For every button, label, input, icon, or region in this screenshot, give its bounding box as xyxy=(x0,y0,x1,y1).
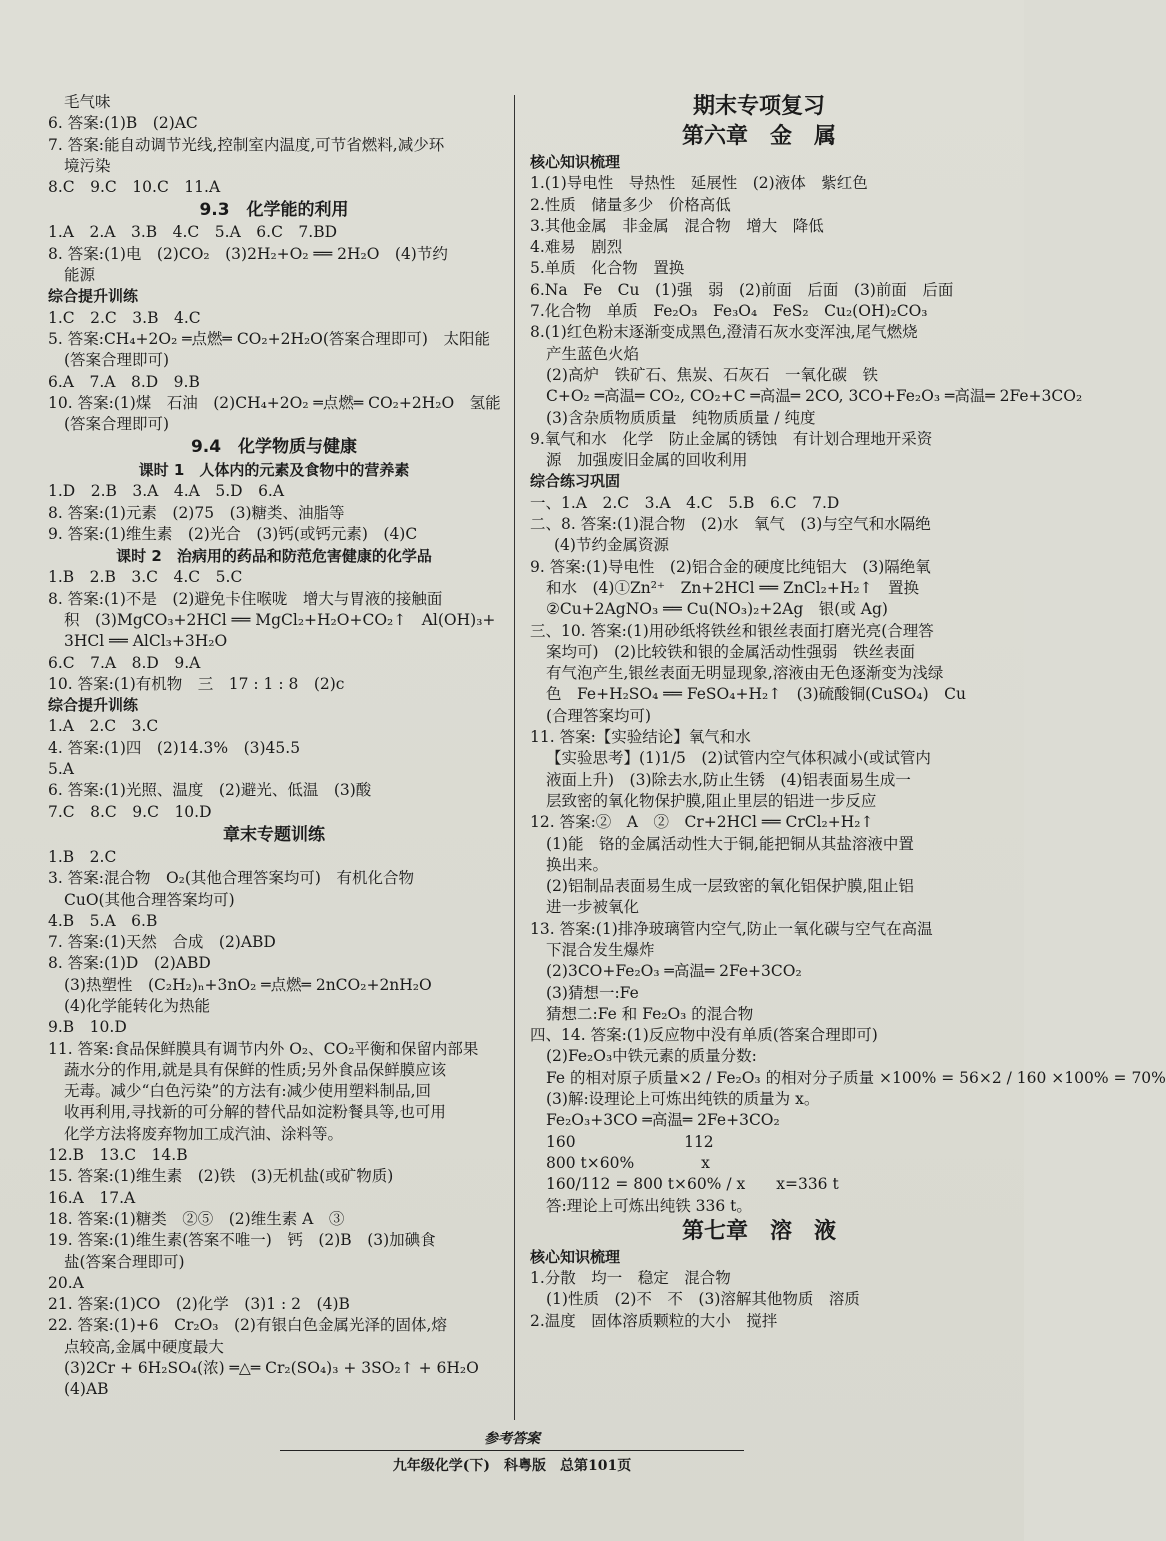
left-column-line: 18. 答案:(1)糖类 ②⑤ (2)维生素 A ③ xyxy=(48,1209,345,1228)
right-column-line: 2.温度 固体溶质颗粒的大小 搅拌 xyxy=(530,1311,778,1330)
left-column-line: 7.C 8.C 9.C 10.D xyxy=(48,802,212,821)
left-column-line: 课时 1 人体内的元素及食物中的营养素 xyxy=(138,461,410,480)
right-column-line: 2.性质 储量多少 价格高低 xyxy=(530,195,731,214)
left-column-line: 无毒。减少“白色污染”的方法有:减少使用塑料制品,回 xyxy=(64,1082,431,1101)
footer-label: 参考答案 xyxy=(484,1431,540,1447)
footer-rule xyxy=(280,1450,744,1451)
left-column-line: 5. 答案:CH₄+2O₂ ═点燃═ CO₂+2H₂O(答案合理即可) 太阳能 xyxy=(48,329,490,348)
left-column-line: 7. 答案:能自动调节光线,控制室内温度,可节省燃料,减少环 xyxy=(48,135,445,154)
right-column-line: 5.单质 化合物 置换 xyxy=(530,259,685,278)
right-column-line: 色 Fe+H₂SO₄ ══ FeSO₄+H₂↑ (3)硫酸铜(CuSO₄) Cu xyxy=(546,685,966,704)
left-column xyxy=(48,92,500,1401)
right-column-line: 6.Na Fe Cu (1)强 弱 (2)前面 后面 (3)前面 后面 xyxy=(530,280,954,299)
left-column-line: 8. 答案:(1)不是 (2)避免卡住喉咙 增大与胃液的接触面 xyxy=(48,589,443,608)
left-column-line: (答案合理即可) xyxy=(64,415,170,434)
left-column-line: 1.D 2.B 3.A 4.A 5.D 6.A xyxy=(48,482,285,501)
left-column-line: 8. 答案:(1)元素 (2)75 (3)糖类、油脂等 xyxy=(48,503,345,522)
right-column-line: 第七章 溶 液 xyxy=(681,1218,836,1244)
left-column-line: 6.C 7.A 8.D 9.A xyxy=(48,653,201,672)
right-column-line: (2)高炉 铁矿石、焦炭、石灰石 一氧化碳 铁 xyxy=(546,365,878,384)
right-column-line: Fe₂O₃+3CO ═高温═ 2Fe+3CO₂ xyxy=(546,1111,780,1130)
right-column-line: 8.(1)红色粉末逐渐变成黑色,澄清石灰水变浑浊,尾气燃烧 xyxy=(530,323,918,342)
right-column-line: C+O₂ ═高温═ CO₂, CO₂+C ═高温═ 2CO, 3CO+Fe₂O₃ ═高温═ 2Fe+3CO₂ xyxy=(546,387,1083,406)
left-column-line: 点较高,金属中硬度最大 xyxy=(64,1337,224,1356)
right-column-line: 综合练习巩固 xyxy=(530,472,621,491)
right-column-line: 层致密的氧化物保护膜,阻止里层的铝进一步反应 xyxy=(546,791,877,810)
left-column-line: 积 (3)MgCO₃+2HCl ══ MgCl₂+H₂O+CO₂↑ Al(OH)₃+ xyxy=(64,610,496,629)
right-column-line: 进一步被氧化 xyxy=(546,898,640,917)
right-column-line: 换出来。 xyxy=(546,855,609,874)
right-column-line: (1)能 铬的金属活动性大于铜,能把铜从其盐溶液中置 xyxy=(546,834,914,853)
left-column-line: 9.B 10.D xyxy=(48,1018,127,1037)
left-column-line: 11. 答案:食品保鲜膜具有调节内外 O₂、CO₂平衡和保留内部果 xyxy=(48,1039,479,1058)
left-column-line: 19. 答案:(1)维生素(答案不唯一) 钙 (2)B (3)加碘食 xyxy=(48,1231,436,1250)
left-column-line: 20.A xyxy=(48,1273,84,1292)
left-column-line: 综合提升训练 xyxy=(48,696,139,715)
left-column-line: 盐(答案合理即可) xyxy=(64,1252,185,1271)
right-column-line: (2)Fe₂O₃中铁元素的质量分数: xyxy=(546,1047,757,1066)
right-column-line: 一、1.A 2.C 3.A 4.C 5.B 6.C 7.D xyxy=(530,493,840,512)
right-column-line: ②Cu+2AgNO₃ ══ Cu(NO₃)₂+2Ag 银(或 Ag) xyxy=(546,600,888,619)
right-column-line: 有气泡产生,银丝表面无明显现象,溶液由无色逐渐变为浅绿 xyxy=(546,664,944,683)
right-column-line: (3)解:设理论上可炼出纯铁的质量为 x。 xyxy=(546,1090,820,1109)
left-column-line: 3. 答案:混合物 O₂(其他合理答案均可) 有机化合物 xyxy=(48,869,414,888)
right-column-line: 【实验思考】(1)1/5 (2)试管内空气体积减小(或试管内 xyxy=(546,749,931,768)
left-column-line: 5.A xyxy=(48,760,74,779)
left-column-line: CuO(其他合理答案均可) xyxy=(64,890,235,909)
right-column-line: (1)性质 (2)不 不 (3)溶解其他物质 溶质 xyxy=(546,1290,860,1309)
right-column-line: 核心知识梳理 xyxy=(530,1247,621,1266)
right-column-line: 核心知识梳理 xyxy=(530,153,621,171)
right-column-line: 四、14. 答案:(1)反应物中没有单质(答案合理即可) xyxy=(530,1026,878,1045)
right-column-line: 4.难易 剧烈 xyxy=(530,238,623,257)
left-column-line: 10. 答案:(1)煤 石油 (2)CH₄+2O₂ ═点燃═ CO₂+2H₂O 氢能 xyxy=(48,393,501,412)
left-column-line: 8. 答案:(1)D (2)ABD xyxy=(48,954,211,973)
right-column-line: 二、8. 答案:(1)混合物 (2)水 氧气 (3)与空气和水隔绝 xyxy=(530,515,931,534)
left-column-line: 8.C 9.C 10.C 11.A xyxy=(48,178,221,197)
right-column-line: 案均可) (2)比较铁和银的金属活动性强弱 铁丝表面 xyxy=(546,642,916,661)
left-column-line: 1.A 2.C 3.C xyxy=(48,717,159,736)
right-column-line: (2)3CO+Fe₂O₃ ═高温═ 2Fe+3CO₂ xyxy=(546,962,802,981)
right-column-line: 源 加强废旧金属的回收利用 xyxy=(546,451,748,470)
left-column-line: 毛气味 xyxy=(64,93,111,111)
left-column-line: 8. 答案:(1)电 (2)CO₂ (3)2H₂+O₂ ══ 2H₂O (4)节约 xyxy=(48,244,448,263)
left-column-line: 收再利用,寻找新的可分解的替代品如淀粉餐具等,也可用 xyxy=(64,1103,446,1122)
left-column-line: 12.B 13.C 14.B xyxy=(48,1146,188,1165)
left-column-line: 1.C 2.C 3.B 4.C xyxy=(48,308,201,327)
left-column-line: 化学方法将废弃物加工成汽油、涂料等。 xyxy=(64,1124,344,1143)
right-column-line: 9.氧气和水 化学 防止金属的锈蚀 有计划合理地开采资 xyxy=(530,429,933,448)
right-column-line: (3)猜想一:Fe xyxy=(546,983,639,1002)
right-column-line: 7.化合物 单质 Fe₂O₃ Fe₃O₄ FeS₂ Cu₂(OH)₂CO₃ xyxy=(530,302,928,321)
left-column-line: (3)热塑性 (C₂H₂)ₙ+3nO₂ ═点燃═ 2nCO₂+2nH₂O xyxy=(64,975,432,994)
right-column-line: 1.分散 均一 稳定 混合物 xyxy=(530,1269,731,1288)
right-column-line: 答:理论上可炼出纯铁 336 t。 xyxy=(546,1196,752,1215)
right-column-line: (合理答案均可) xyxy=(546,706,652,725)
left-column-line: 21. 答案:(1)CO (2)化学 (3)1 : 2 (4)B xyxy=(48,1295,350,1314)
right-column-line: Fe 的相对原子质量×2 / Fe₂O₃ 的相对分子质量 ×100% = 56×2 / 160 ×100% = 70% xyxy=(546,1068,1166,1087)
left-column-line: 课时 2 治病用的药品和防范危害健康的化学品 xyxy=(116,547,432,566)
left-column-line: 9.3 化学能的利用 xyxy=(199,200,349,221)
right-column-line: 猜想二:Fe 和 Fe₂O₃ 的混合物 xyxy=(546,1004,754,1023)
right-column-line: 下混合发生爆炸 xyxy=(546,940,655,959)
column-divider xyxy=(514,95,515,1420)
left-column-line: (4)AB xyxy=(64,1380,109,1399)
right-column-line: 期末专项复习 xyxy=(692,94,825,119)
right-column-line: 9. 答案:(1)导电性 (2)铝合金的硬度比纯铝大 (3)隔绝氧 xyxy=(530,557,931,576)
left-column-line: 9. 答案:(1)维生素 (2)光合 (3)钙(或钙元素) (4)C xyxy=(48,525,418,544)
left-column-line: (4)化学能转化为热能 xyxy=(64,996,210,1015)
left-column-line: 1.A 2.A 3.B 4.C 5.A 6.C 7.BD xyxy=(48,223,338,242)
right-column-line: 11. 答案:【实验结论】氧气和水 xyxy=(530,728,751,747)
left-column-line: 9.4 化学物质与健康 xyxy=(190,437,358,458)
left-column-line: 16.A 17.A xyxy=(48,1188,136,1207)
right-column-line: (2)铝制品表面易生成一层致密的氧化铝保护膜,阻止铝 xyxy=(546,877,914,896)
right-column xyxy=(530,92,1166,1332)
left-column-line: 3HCl ══ AlCl₃+3H₂O xyxy=(64,632,228,651)
left-column-line: 综合提升训练 xyxy=(48,287,139,306)
right-column-line: 和水 (4)①Zn²⁺ Zn+2HCl ══ ZnCl₂+H₂↑ 置换 xyxy=(546,578,920,597)
left-column-line: 蔬水分的作用,就是具有保鲜的性质;另外食品保鲜膜应该 xyxy=(64,1060,447,1079)
right-column-line: (4)节约金属资源 xyxy=(554,536,669,555)
left-column-line: 6.A 7.A 8.D 9.B xyxy=(48,372,200,391)
footer-page-info: 九年级化学(下) 科粤版 总第101页 xyxy=(392,1458,632,1474)
right-column-line: 160 112 xyxy=(546,1132,714,1151)
left-column-line: 7. 答案:(1)天然 合成 (2)ABD xyxy=(48,933,276,952)
right-column-line: 第六章 金 属 xyxy=(681,124,836,149)
left-column-line: 6. 答案:(1)B (2)AC xyxy=(48,114,198,133)
right-column-line: 160/112 = 800 t×60% / x x=336 t xyxy=(546,1175,839,1194)
left-column-line: (答案合理即可) xyxy=(64,351,170,370)
left-column-line: 6. 答案:(1)光照、温度 (2)避光、低温 (3)酸 xyxy=(48,781,372,800)
right-column-line: 产生蓝色火焰 xyxy=(546,344,640,363)
left-column-line: 4.B 5.A 6.B xyxy=(48,911,158,930)
left-column-line: (3)2Cr + 6H₂SO₄(浓) ═△═ Cr₂(SO₄)₃ + 3SO₂↑ + 6H₂O xyxy=(64,1359,479,1378)
right-column-line: (3)含杂质物质质量 纯物质质量 / 纯度 xyxy=(546,408,816,427)
left-column-line: 能源 xyxy=(64,266,96,285)
right-column-line: 12. 答案:② A ② Cr+2HCl ══ CrCl₂+H₂↑ xyxy=(530,813,874,832)
right-column-line: 1.(1)导电性 导热性 延展性 (2)液体 紫红色 xyxy=(530,174,868,193)
right-column-line: 800 t×60% x xyxy=(546,1153,710,1172)
left-column-line: 1.B 2.C xyxy=(48,847,117,866)
right-column-line: 3.其他金属 非金属 混合物 增大 降低 xyxy=(530,216,824,235)
left-column-line: 章末专题训练 xyxy=(223,824,325,845)
right-column-line: 13. 答案:(1)排净玻璃管内空气,防止一氧化碳与空气在高温 xyxy=(530,919,933,938)
left-column-line: 22. 答案:(1)+6 Cr₂O₃ (2)有银白色金属光泽的固体,熔 xyxy=(48,1316,447,1335)
right-column-line: 液面上升) (3)除去水,防止生锈 (4)铝表面易生成一 xyxy=(546,770,911,789)
left-column-line: 境污染 xyxy=(64,156,111,175)
left-column-line: 4. 答案:(1)四 (2)14.3% (3)45.5 xyxy=(48,738,301,757)
left-column-line: 1.B 2.B 3.C 4.C 5.C xyxy=(48,568,243,587)
right-column-line: 三、10. 答案:(1)用砂纸将铁丝和银丝表面打磨光亮(合理答 xyxy=(530,621,934,640)
left-column-line: 15. 答案:(1)维生素 (2)铁 (3)无机盐(或矿物质) xyxy=(48,1167,394,1186)
left-column-line: 10. 答案:(1)有机物 三 17 : 1 : 8 (2)c xyxy=(48,674,345,693)
